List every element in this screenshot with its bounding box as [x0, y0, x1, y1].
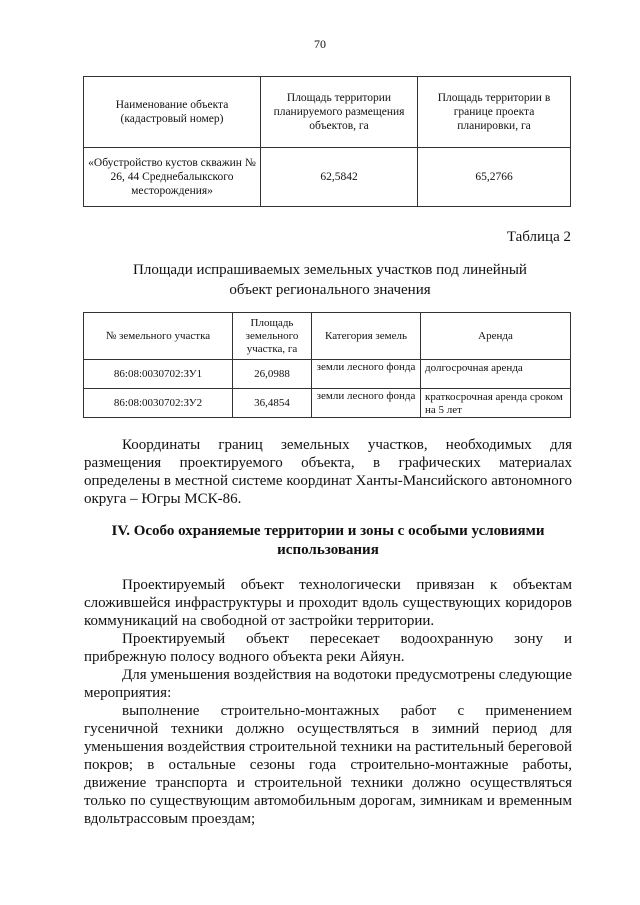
- table-2-title: Площади испрашиваемых земельных участков под линейный объект регионального значения: [133, 262, 527, 298]
- header-plot-number: № земельного участка: [84, 313, 233, 360]
- header-object-name: Наименование объекта (кадастровый номер): [84, 77, 261, 148]
- object-name-cell: «Обустройство кустов скважин № 26, 44 Среднебалыкского месторождения»: [84, 148, 261, 207]
- header-placement-area: Площадь территории планируемого размещения объектов, га: [261, 77, 418, 148]
- lease-cell: долгосрочная аренда: [421, 360, 571, 389]
- table-row: [84, 148, 571, 207]
- placement-area-cell: 62,5842: [261, 148, 418, 207]
- land-plots-table: [83, 312, 571, 418]
- plot-area-cell: 26,0988: [233, 360, 312, 389]
- coordinates-paragraph: Координаты границ земельных участков, необходимых для размещения проектируемого объекта, в графических материалах определены в местной системе координат Ханты-Мансийского автономного округа – Югры МСК-86.: [84, 437, 572, 507]
- plot-number-cell: 86:08:0030702:ЗУ2: [84, 389, 233, 418]
- project-area-cell: 65,2766: [418, 148, 571, 207]
- plot-number-cell: 86:08:0030702:ЗУ1: [84, 360, 233, 389]
- area-table: [83, 76, 571, 207]
- header-project-area: Площадь территории в границе проекта планировки, га: [418, 77, 571, 148]
- header-lease: Аренда: [421, 313, 571, 360]
- paragraph-measures-intro: Для уменьшения воздействия на водотоки предусмотрены следующие мероприятия:: [84, 667, 572, 701]
- table-2-label: Таблица 2: [506, 229, 571, 245]
- table-header-row: [84, 313, 571, 360]
- lease-cell: краткосрочная аренда сроком на 5 лет: [421, 389, 571, 418]
- land-category-cell: земли лесного фонда: [312, 360, 421, 389]
- plot-area-cell: 36,4854: [233, 389, 312, 418]
- paragraph-construction-measures: выполнение строительно-монтажных работ с применением гусеничной техники должно осуществляться в зимний период для уменьшения воздействия строительной техники на растительный береговой покров; в остальные сезоны года строительно-монтажные работы, движение транспорта и строительной техники должно осуществляться только по существующим автомобильным дорогам, зимникам и временным вдольтрассовым проездам;: [84, 703, 572, 827]
- table-row: [84, 389, 571, 418]
- land-category-cell: земли лесного фонда: [312, 389, 421, 418]
- table-header-row: [84, 77, 571, 148]
- section-title: IV. Особо охраняемые территории и зоны с особыми условиями использования: [111, 523, 545, 558]
- header-land-category: Категория земель: [312, 313, 421, 360]
- page-number: 70: [314, 37, 326, 51]
- paragraph-infrastructure: Проектируемый объект технологически привязан к объектам сложившейся инфраструктуры и проходит вдоль существующих коридоров коммуникаций на свободной от застройки территории.: [84, 577, 572, 629]
- header-plot-area: Площадь земельного участка, га: [233, 313, 312, 360]
- paragraph-water-zone: Проектируемый объект пересекает водоохранную зону и прибрежную полосу водного объекта реки Айяун.: [84, 631, 572, 665]
- table-row: [84, 360, 571, 389]
